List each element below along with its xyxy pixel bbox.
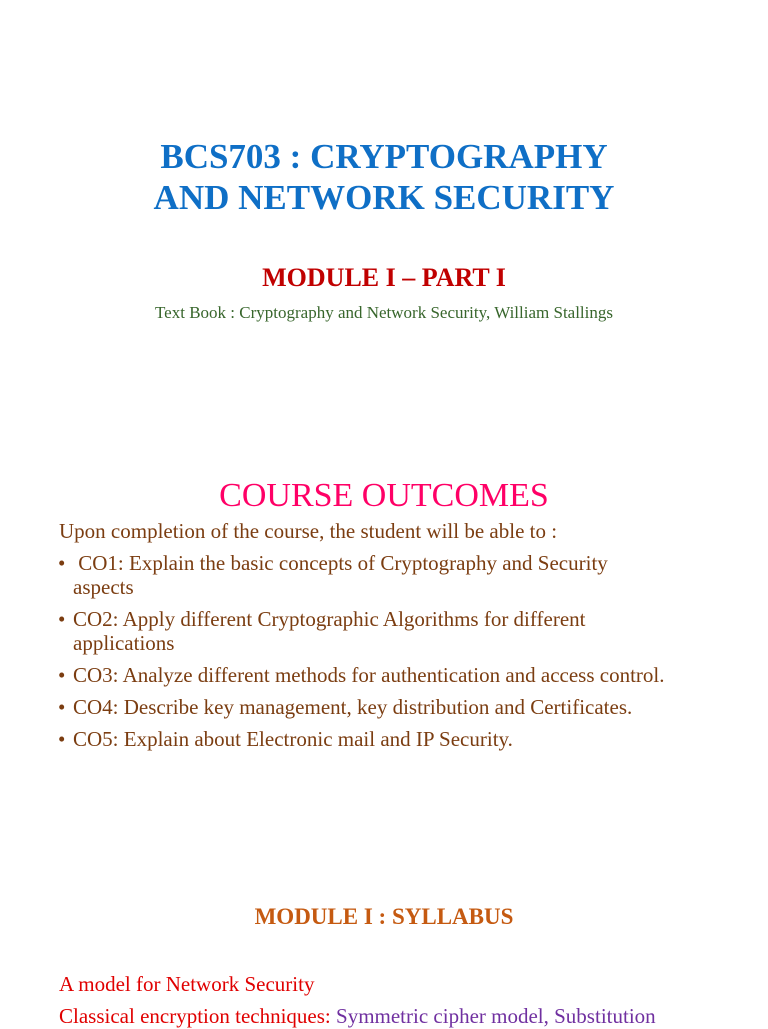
syllabus-line-1: A model for Network Security bbox=[59, 972, 315, 996]
course-outcome-line-1: CO4: Describe key management, key distribution and Certificates. bbox=[73, 695, 633, 719]
textbook-reference: Text Book : Cryptography and Network Security, William Stallings bbox=[154, 303, 613, 322]
course-outcome-item bbox=[58, 607, 738, 655]
syllabus-heading: MODULE I : SYLLABUS bbox=[254, 904, 514, 929]
course-outcomes-heading: COURSE OUTCOMES bbox=[219, 477, 549, 514]
course-outcome-line-1: CO2: Apply different Cryptographic Algorithms for different bbox=[73, 607, 586, 631]
course-outcome-line-2: aspects bbox=[73, 575, 134, 599]
slide-title-line-2: AND NETWORK SECURITY bbox=[153, 178, 615, 217]
course-outcome-item bbox=[58, 695, 738, 719]
bullet-icon: • bbox=[58, 727, 66, 751]
module-title: MODULE I – PART I bbox=[262, 263, 506, 292]
course-outcome-item bbox=[58, 663, 738, 687]
syllabus-topic-details: Symmetric cipher model, Substitution bbox=[336, 1004, 656, 1028]
course-outcome-line-2: applications bbox=[73, 631, 175, 655]
course-outcome-item bbox=[58, 551, 738, 599]
bullet-icon: • bbox=[58, 663, 66, 687]
slide-title bbox=[0, 136, 768, 218]
syllabus-line-2 bbox=[59, 1003, 656, 1029]
course-outcome-line-1: CO1: Explain the basic concepts of Cryptography and Security bbox=[73, 551, 608, 575]
course-outcome-line-1: CO5: Explain about Electronic mail and IP Security. bbox=[73, 727, 513, 751]
course-outcome-item bbox=[58, 727, 738, 751]
bullet-icon: • bbox=[58, 551, 66, 575]
syllabus-topic-label: Classical encryption techniques: bbox=[59, 1004, 337, 1028]
course-outcomes-list bbox=[58, 551, 738, 759]
bullet-icon: • bbox=[58, 695, 66, 719]
slide-title-line-1: BCS703 : CRYPTOGRAPHY bbox=[160, 137, 608, 176]
course-outcome-line-1: CO3: Analyze different methods for authentication and access control. bbox=[73, 663, 665, 687]
bullet-icon: • bbox=[58, 607, 66, 631]
course-outcomes-intro: Upon completion of the course, the student will be able to : bbox=[59, 519, 558, 543]
